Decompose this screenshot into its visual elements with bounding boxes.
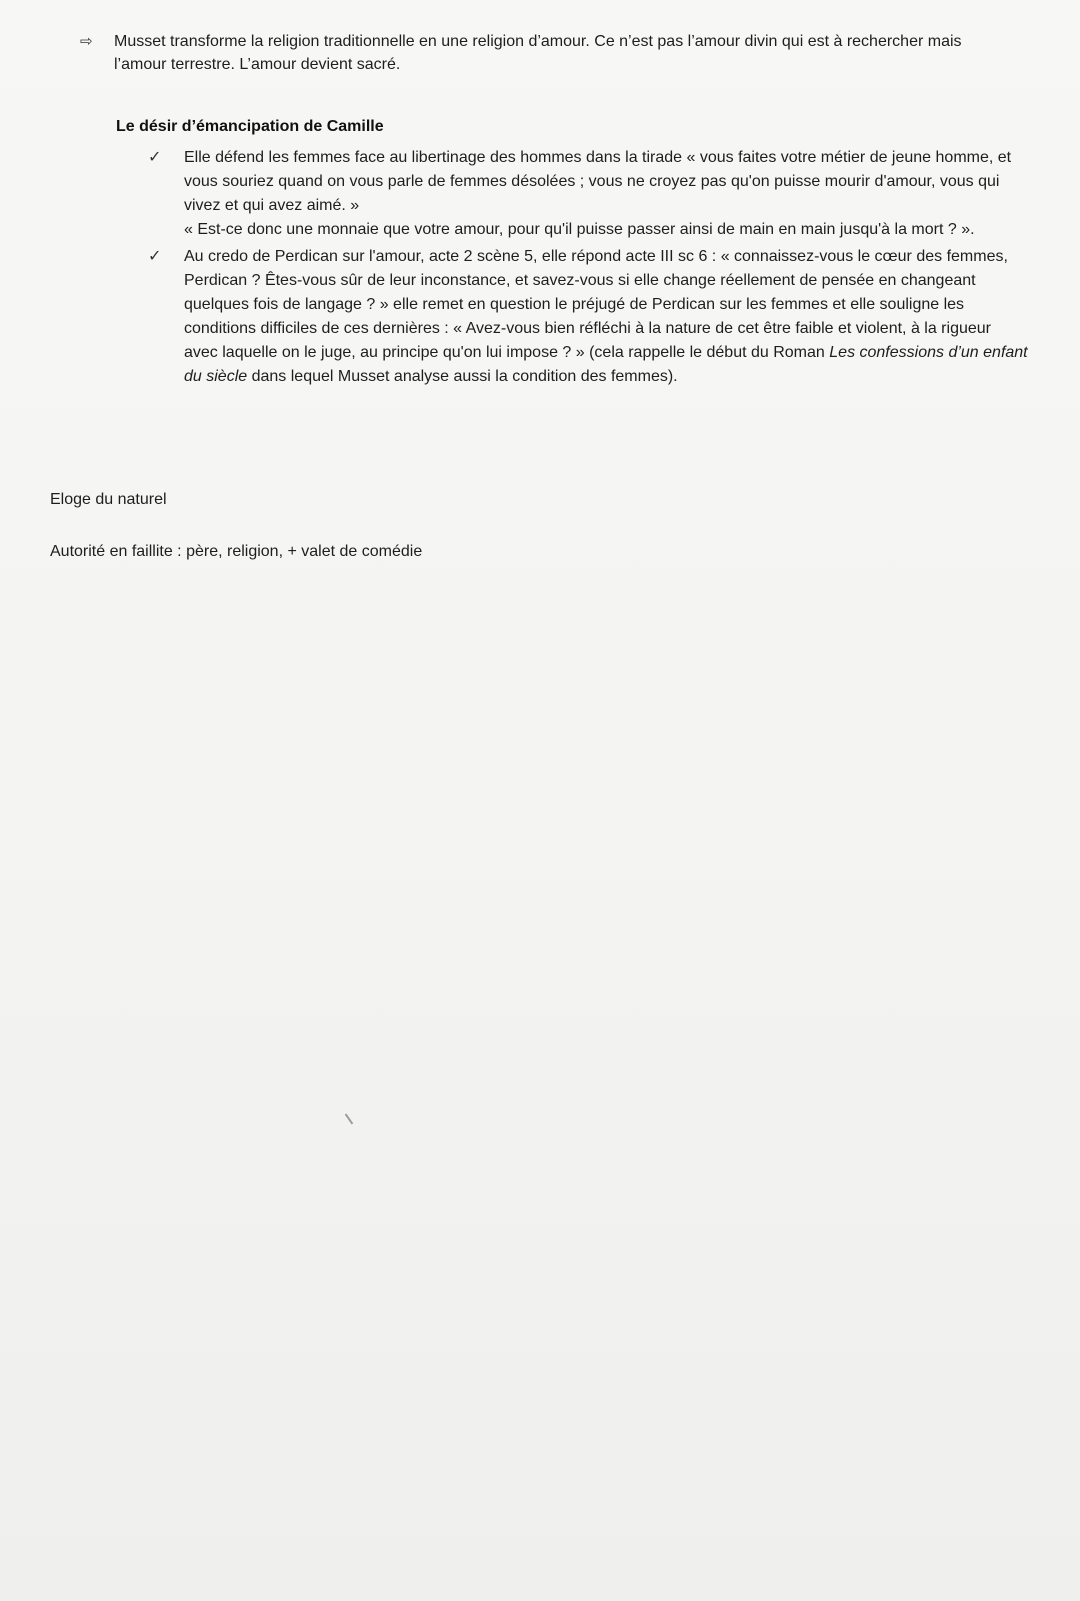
list-item <box>148 146 1028 242</box>
item-paragraph <box>184 245 1028 389</box>
list-item-text <box>184 245 1028 389</box>
intro-text: Musset transforme la religion traditionnelle en une religion d’amour. Ce n’est pas l’amour divin qui est à rechercher mais l’amour terrestre. L’amour devient sacré. <box>114 33 962 73</box>
list-item-text <box>184 146 1028 242</box>
section-heading: Le désir d’émancipation de Camille <box>116 118 384 135</box>
item-paragraph: « Est-ce donc une monnaie que votre amour, pour qu'il puisse passer ainsi de main en main jusqu'à la mort ? ». <box>184 221 975 238</box>
list-item <box>148 245 1028 389</box>
book-title: Les confessions d’un enfant du siècle <box>184 344 1028 385</box>
intro-paragraph <box>80 30 1010 76</box>
eloge-line: Eloge du naturel <box>50 491 167 508</box>
check-mark-icon: ✓ <box>148 149 162 166</box>
item-text-after: dans lequel Musset analyse aussi la condition des femmes). <box>251 368 678 385</box>
paper-speck <box>345 1114 354 1125</box>
item-paragraph: Elle défend les femmes face au libertinage des hommes dans la tirade « vous faites votre métier de jeune homme, et vous souriez quand on vous parle de femmes désolées ; vous ne croyez pas qu'on puisse mourir d'amour, vous qui vivez et qui avez aimé. » <box>184 149 1012 214</box>
arrow-right-icon: ⇨ <box>80 33 93 50</box>
checklist <box>148 146 1028 392</box>
item-text-before: Au credo de Perdican sur l'amour, acte 2 scène 5, elle répond acte III sc 6 : « connaissez-vous le cœur des femmes, Perdican ? Êtes-vous sûr de leur inconstance, et savez-vous si elle change réellement de pensée en changeant quelques fois de langage ? » elle remet en question le préjugé de Perdican sur les femmes et elle souligne les conditions difficiles de ces dernières : « Avez-vous bien réfléchi à la nature de cet être faible et violent, à la rigueur avec laquelle on le juge, au principe qu'on lui impose ? » (cela rappelle le début du Roman <box>184 248 1008 361</box>
autorite-line: Autorité en faillite : père, religion, + valet de comédie <box>50 543 423 560</box>
check-mark-icon: ✓ <box>148 248 162 265</box>
